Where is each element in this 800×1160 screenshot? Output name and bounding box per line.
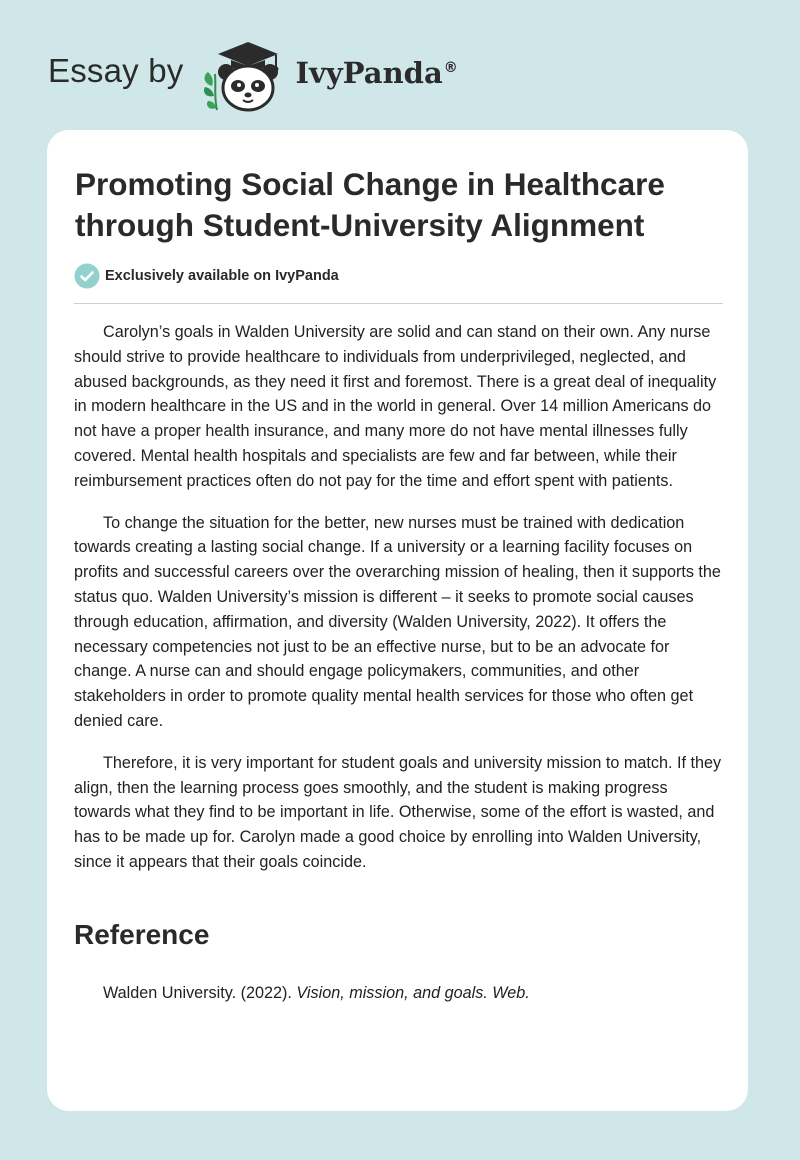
reference-title: Vision, mission, and goals. Web. bbox=[296, 984, 530, 1002]
paragraph: Therefore, it is very important for student goals and university mission to match. If they align, then the learning process goes smoothly, and the student is making progress towards what they find to be important in life. Otherwise, some of the effort is wasted, and has to be made up for. Carolyn made a good choice by enrolling into Walden University, since it appears that their goals coincide. bbox=[74, 753, 722, 871]
essay-body bbox=[74, 320, 726, 892]
check-circle-icon bbox=[74, 263, 100, 289]
reference-entry bbox=[103, 981, 530, 1005]
site-header bbox=[48, 34, 458, 114]
page-title: Promoting Social Change in Healthcare through Student-University Alignment bbox=[75, 166, 665, 243]
brand-name: IvyPanda® bbox=[295, 56, 458, 90]
panda-graduate-icon bbox=[198, 34, 290, 114]
exclusive-badge bbox=[74, 263, 339, 289]
essay-by-label: Essay by bbox=[48, 52, 184, 89]
essay-card bbox=[47, 130, 748, 1111]
paragraph: Carolyn’s goals in Walden University are solid and can stand on their own. Any nurse should strive to provide healthcare to individuals from underprivileged, neglected, and abused backgrounds, as they need it first and foremost. There is a great deal of inequality in modern healthcare in the US and in the world in general. Over 14 million Americans do not have a proper health insurance, and many more do not have mental illnesses fully covered. Mental health hospitals and specialists are few and far between, while their reimbursement practices often do not pay for the time and effort spent with patients. bbox=[74, 323, 717, 490]
reference-heading: Reference bbox=[74, 919, 210, 950]
divider bbox=[74, 303, 723, 304]
registered-mark: ® bbox=[443, 60, 458, 77]
exclusive-badge-label: Exclusively available on IvyPanda bbox=[105, 268, 339, 284]
paragraph: To change the situation for the better, new nurses must be trained with dedication towards creating a lasting social change. If a university or a learning facility focuses on profits and successful careers over the overarching mission of healing, then it supports the status quo. Walden University’s mission is different – it seeks to promote social causes through education, affirmation, and diversity (Walden University, 2022). It offers the necessary competencies not just to be an effective nurse, but to be an advocate for change. A nurse can and should engage policymakers, communities, and other stakeholders in order to promote quality mental health services for those who often get denied care. bbox=[74, 513, 721, 730]
reference-author-year: Walden University. (2022). bbox=[103, 984, 297, 1002]
